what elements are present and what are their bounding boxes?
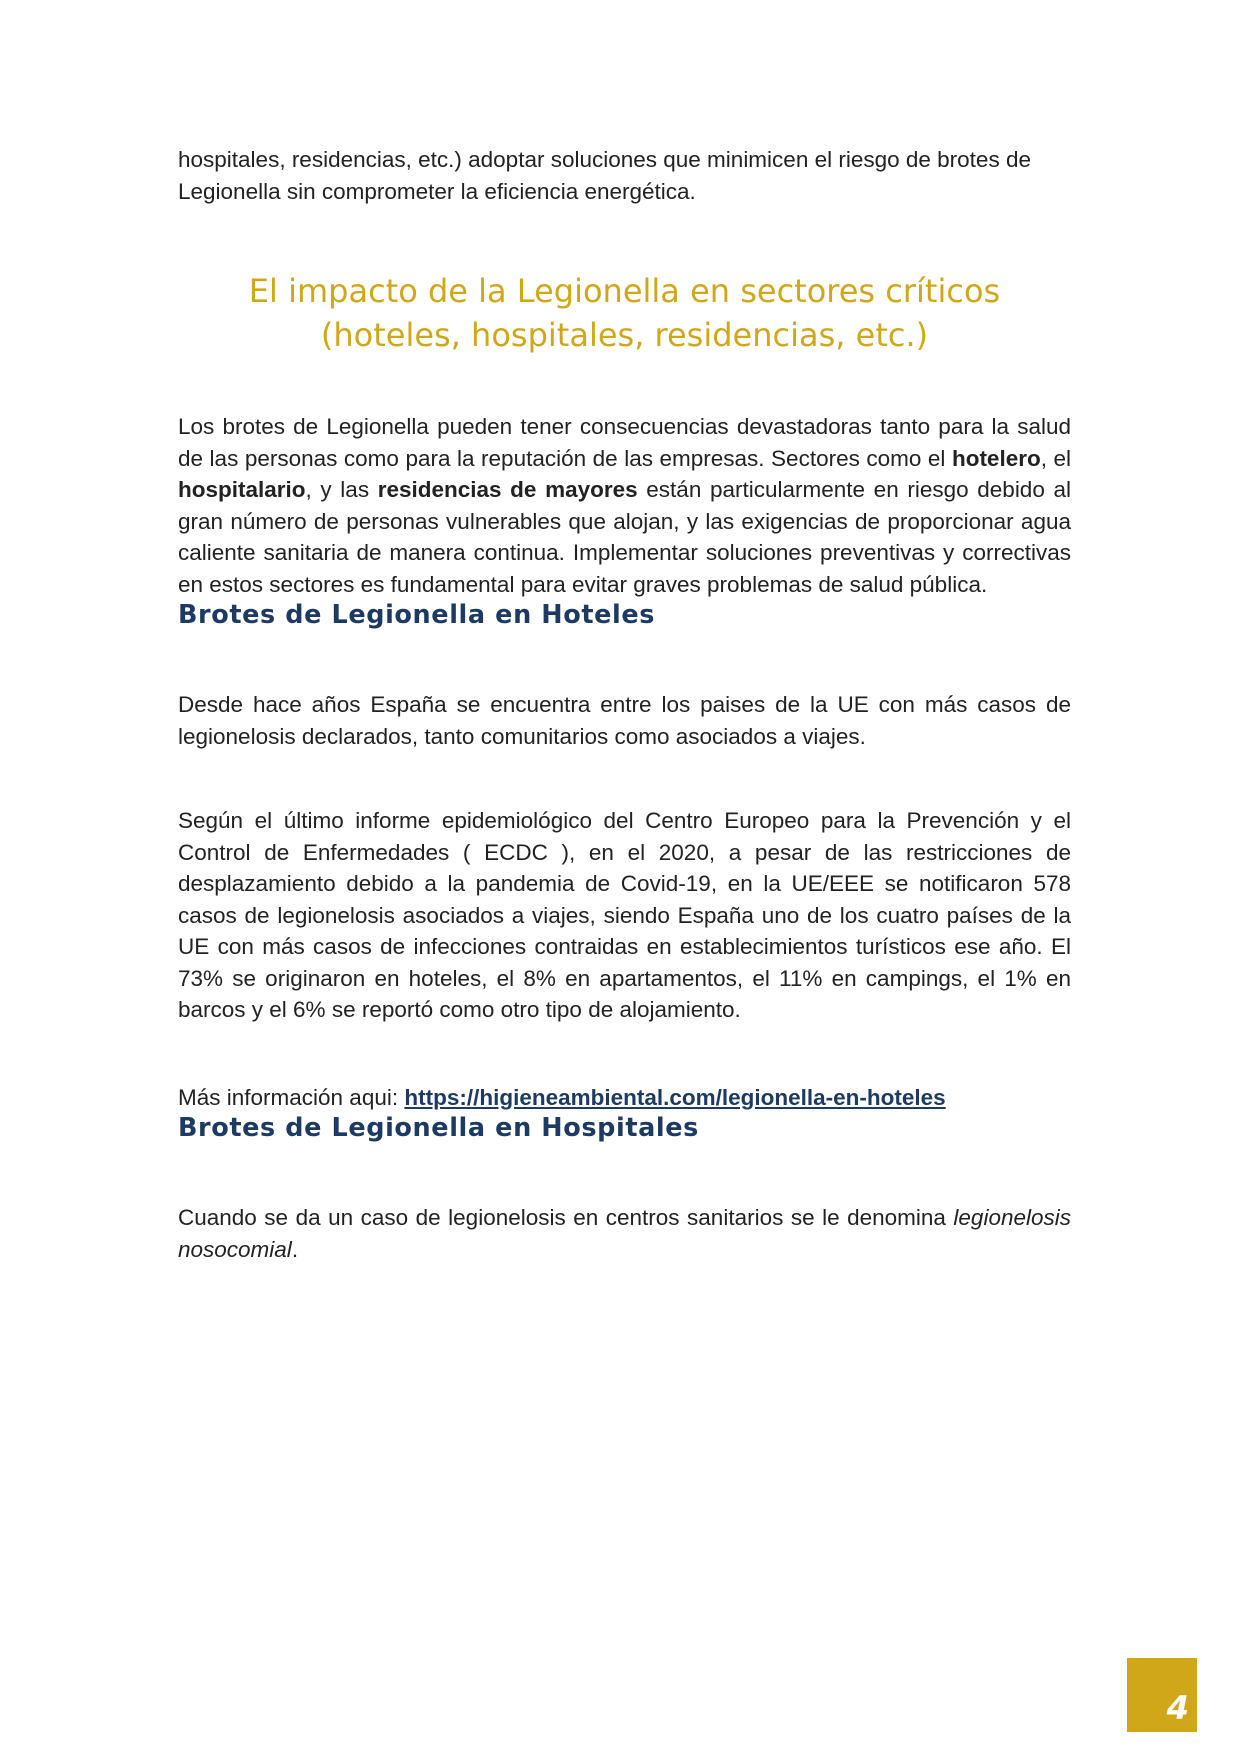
intro-paragraph: hospitales, residencias, etc.) adoptar soluciones que minimicen el riesgo de brotes de Legionella sin comprometer la eficiencia energética. [178, 147, 1031, 204]
more-info-line [178, 1082, 1071, 1114]
hospitals-text-start: Cuando se da un caso de legionelosis en centros sanitarios se le denomina [178, 1205, 954, 1230]
impact-text-3: , y las [305, 477, 378, 502]
page-number-badge [1127, 1658, 1197, 1732]
hospitals-italic-term: legionelosis nosocomial [178, 1205, 1071, 1262]
section-title [178, 269, 1071, 357]
impact-text-4: están particularmente en riesgo debido al gran número de personas vulnerables que alojan, y las exigencias de proporcionar agua caliente sanitaria de manera continua. Implementar soluciones preventivas y correctivas en estos sectores es fundamental para evitar graves problemas de salud pública. [178, 477, 1071, 597]
hotels-more-info-link[interactable]: https://higieneambiental.com/legionella-en-hoteles [404, 1084, 946, 1110]
impact-text-2: , el [1040, 445, 1072, 471]
impact-bold-hotelero: hotelero [951, 445, 1041, 471]
impact-bold-residencias: residencias de mayores [377, 477, 638, 502]
hospitals-text-end: . [291, 1236, 299, 1262]
hotels-paragraph-1: Desde hace años España se encuentra entre los paises de la UE con más casos de legionelosis declarados, tanto comunitarios como asociados a viajes. [178, 692, 1071, 749]
hospitals-heading: Brotes de Legionella en Hospitales [178, 1113, 699, 1143]
section-title-line2: (hoteles, hospitales, residencias, etc.) [320, 316, 929, 354]
page-content [178, 144, 1071, 1265]
hotels-paragraph-2: Según el último informe epidemiológico del Centro Europeo para la Prevención y el Control de Enfermedades ( ECDC ), en el 2020, a pesar de las restricciones de desplazamiento debido a la pandemia de Covid-19, en la UE/EEE se notificaron 578 casos de legionelosis asociados a viajes, siendo España uno de los cuatro países de la UE con más casos de infecciones contraidas en establecimientos turísticos ese año. El 73% se originaron en hoteles, el 8% en apartamentos, el 11% en campings, el 1% en barcos y el 6% se reportó como otro tipo de alojamiento. [178, 808, 1071, 1022]
hospitals-paragraph [178, 1202, 1071, 1265]
hotels-heading: Brotes de Legionella en Hoteles [178, 600, 656, 630]
section-title-line1: El impacto de la Legionella en sectores críticos [248, 272, 1001, 310]
impact-text-1: Los brotes de Legionella pueden tener consecuencias devastadoras tanto para la salud de las personas como para la reputación de las empresas. Sectores como el [178, 414, 1071, 471]
impact-paragraph [178, 411, 1071, 600]
page-number: 4 [1166, 1689, 1189, 1727]
more-info-label: Más información aqui: [178, 1084, 405, 1110]
impact-bold-hospitalario: hospitalario [178, 477, 306, 502]
